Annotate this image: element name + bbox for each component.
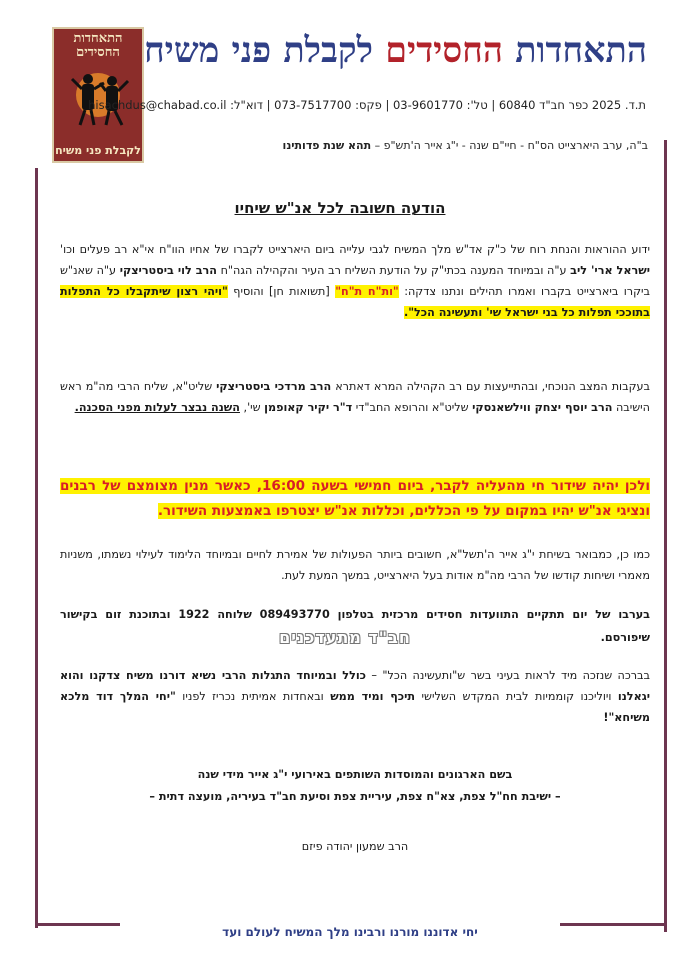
para1-text-c: ע"ה ובמיוחד המענה בכתי"ק על הודעת השליח רב העיר והקהילה הגה"ח [216, 264, 571, 277]
para2-conclusion: השנה נבצר לעלות מפני הסכנה. [74, 401, 240, 414]
frame-right-border [664, 140, 667, 932]
frame-left-border [35, 168, 38, 928]
dancing-chassidim-icon [60, 65, 136, 127]
paragraph-farbrengen: בערבו של יום תתקיים התוועדות חסידים מרכזית בטלפון 089493770 שלוחה 1922 ובתוכנת זום בקישור שיפורסם. [60, 608, 650, 644]
live-broadcast-notice [60, 474, 650, 524]
paragraph-activities: כמו כן, כמבואר בשיחת י"ג אייר ה'תשל"א, חשובים ביותר הפעולות של אמירת לחיים ובמיוחד הלימוד לעילוי נשמתו, משניות מאמרי ושיחות קודשו של הרבי מה"מ אודות בעל היארצייט, במשך המעת לעת. [60, 548, 650, 582]
para1-name-israel: ישראל ארי' ליב [570, 264, 650, 277]
paragraph-background [60, 239, 650, 323]
dateline [160, 139, 648, 152]
masthead-part-2: החסידים [385, 30, 504, 71]
para2-name-3: ד"ר יקיר קאופמן [264, 401, 353, 414]
blessing-bold-b: כולל ובמיוחד התגלות הרבי נשיא דורנו משיח צדקנו והוא יגאלנו [60, 669, 651, 703]
signers-title: בשם הארגונים והמוסדות השותפים באירועי י"ג אייר מידי שנה [197, 768, 513, 781]
blessing-text-c: ויוליכנו קוממיות לבית המקדש השלישי [415, 690, 618, 703]
para2-text-a: בעקבות המצב הנוכחי, ובהתייעצות עם רב הקהילה המרא דאתרא [331, 380, 650, 393]
blessing-bold-f: "יחי המלך דוד מלכא משיחא"! [60, 690, 650, 724]
para2-text-c: שליט"א, שליח הרבי מה"מ ראש הישיבה [60, 380, 650, 414]
organization-logo [52, 27, 144, 163]
masthead-part-1: התאחדות [515, 30, 647, 71]
para1-name-rabbi: הרב לוי ביסטריצקי [119, 264, 217, 277]
signers-list: – ישיבת חח"ל צפת, צא"ח צפת, עיריית צפת וסיעת חב"ד בעיריה, מועצה דתית – [149, 790, 561, 803]
logo-bottom-text: לקבלת פני משיח [55, 144, 141, 157]
signature: הרב שמעון יהודה פיזם [301, 840, 409, 853]
para1-quote-2: "ויהי רצון שיתקבלו כל התפלות בתוככי תפלות כל בני ישראל שי' ותעשינה הכל". [60, 285, 650, 319]
paragraph-consultation [60, 376, 650, 418]
contact-line: ת.ד. 2025 כפר חב"ד 60840 | טל': 03-9601770 | פקס: 073-7517700 | דוא"ל: hisachdus@chabad.co.il [88, 98, 646, 112]
dateline-text: ב"ה, ערב היארצייט הס"ח - חיי"ם שנה - י"ג אייר ה'תש"פ – [374, 139, 648, 152]
para2-text-g: שי', [239, 401, 265, 414]
blessing-text-a: בברכה שנזכה מיד לראות בעיני בשר ש"ותעשינה הכל" – [366, 669, 650, 682]
para2-name-2: הרב יוסף יצחק ווילשאנסקי [472, 401, 613, 414]
masthead-title [143, 28, 647, 74]
para1-text-g: [תשואות חן] והוסיף [227, 285, 336, 298]
paragraph-blessing [60, 665, 650, 728]
para2-text-e: שליט"א והרופא החב"די [352, 401, 473, 414]
blessing-bold-d: תיכף ומיד ממש [330, 690, 416, 703]
para1-text-a: ידוע ההוראות והנחת רוח של כ"ק אד"ש מלך המשיח לגבי עלייה ביום היארצייט לקברו של אחיו הוו"ח אי"א רב פעלים וכו' [60, 243, 650, 256]
logo-top-text: התאחדות החסידים [73, 31, 123, 60]
para1-text-e: ע"ה שאנ"ש ביקרו ביארצייט בקברו ואמרו תהילים ונתנו צדקה: [60, 264, 651, 298]
live-broadcast-text: ולכן יהיה שידור חי מהעליה לקבר, ביום חמישי בשעה 16:00, כאשר מנין מצומצם של רבנים ונציגי אנ"ש יהיו במקום על פי הכללים, וכללות אנ"ש יצטרפו באמצעות השידור. [60, 478, 650, 519]
para1-quote-1: "ות"ח ת"ח" [335, 285, 399, 298]
masthead-part-3: לקבלת פני משיח [143, 30, 374, 71]
footer-slogan: יחי אדוננו מורנו ורבינו מלך המשיח לעולם ועד [222, 925, 478, 939]
para2-name-1: הרב מרדכי ביסטריצקי [216, 380, 332, 393]
dateline-bold: תהא שנת פדותינו [282, 139, 372, 152]
blessing-text-e: ובאחדות אמיתית נכריז לפניו [175, 690, 331, 703]
watermark: חב"ד מתעדכנים [279, 628, 411, 647]
notice-title: הודעה חשובה לכל אנ"ש שיחיו [234, 199, 446, 217]
